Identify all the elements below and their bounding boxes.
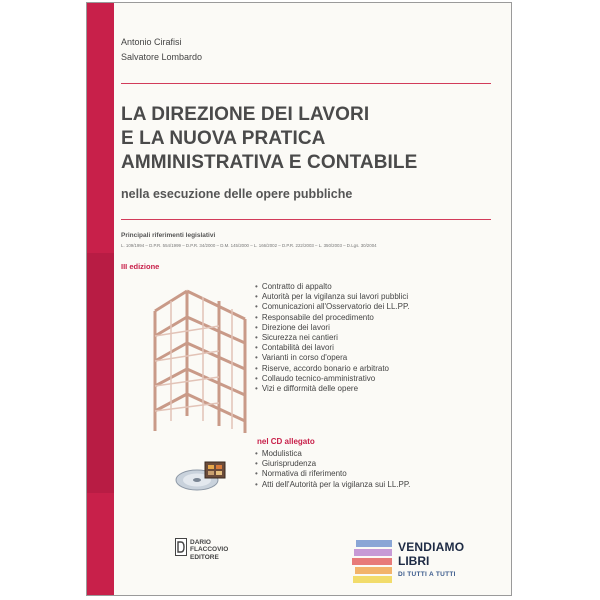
title-line: LA DIREZIONE DEI LAVORI [121,104,370,125]
list-item: • Giurisprudenza [255,459,410,469]
references-text: L. 109/1994 – D.P.R. 554/1999 – D.P.R. 34/2000 – D.M. 145/2000 – L. 166/2002 – D.P.R. 222/2003 – L. 350/2003 – D.Lgs. 30/2004 [121,243,377,248]
author-name: Salvatore Lombardo [121,52,203,62]
watermark-tagline: DI TUTTI A TUTTI [398,571,456,578]
building-frame-illustration [147,281,257,441]
list-item: • Collaudo tecnico-amministrativo [255,374,410,384]
cd-heading: nel CD allegato [257,437,315,446]
list-item: • Direzione dei lavori [255,323,410,333]
list-item: • Sicurezza nei cantieri [255,333,410,343]
publisher-line: DARIO [190,539,211,546]
publisher-name [190,539,228,561]
vendiamo-libri-watermark [352,538,522,588]
edition-label: III edizione [121,262,160,271]
list-item: • Responsabile del procedimento [255,313,410,323]
books-stack-icon [352,538,394,586]
list-item: • Contratto di appalto [255,282,410,292]
publisher-line: FLACCOVIO [190,546,229,554]
list-item: • Contabilità dei lavori [255,343,410,353]
book-cover [86,2,512,596]
title-line: E LA NUOVA PRATICA [121,128,326,149]
list-item: • Atti dell'Autorità per la vigilanza sui LL.PP. [255,480,410,490]
author-name: Antonio Cirafisi [121,37,182,47]
cd-contents-list [255,449,410,490]
middle-divider [121,219,491,220]
title-line: AMMINISTRATIVA E CONTABILE [121,152,418,173]
cd-disc-icon [175,458,239,494]
watermark-line: LIBRI [398,554,430,568]
list-item: • Normativa di riferimento [255,469,410,479]
topics-list [255,282,410,394]
list-item: • Riserve, accordo bonario e arbitrato [255,364,410,374]
publisher-logo-icon [175,538,187,556]
top-divider [121,83,491,84]
cover-spine-stripe [87,253,114,493]
list-item: • Vizi e difformità delle opere [255,384,410,394]
list-item: • Comunicazioni all'Osservatorio dei LL.PP. [255,302,410,312]
list-item: • Modulistica [255,449,410,459]
publisher-line: EDITORE [190,553,219,561]
references-heading: Principali riferimenti legislativi [121,232,216,239]
list-item: • Autorità per la vigilanza sui lavori pubblici [255,292,410,302]
book-subtitle: nella esecuzione delle opere pubbliche [121,187,353,201]
watermark-line: VENDIAMO [398,540,465,554]
list-item: • Varianti in corso d'opera [255,353,410,363]
book-title [121,103,501,175]
authors [121,35,202,65]
